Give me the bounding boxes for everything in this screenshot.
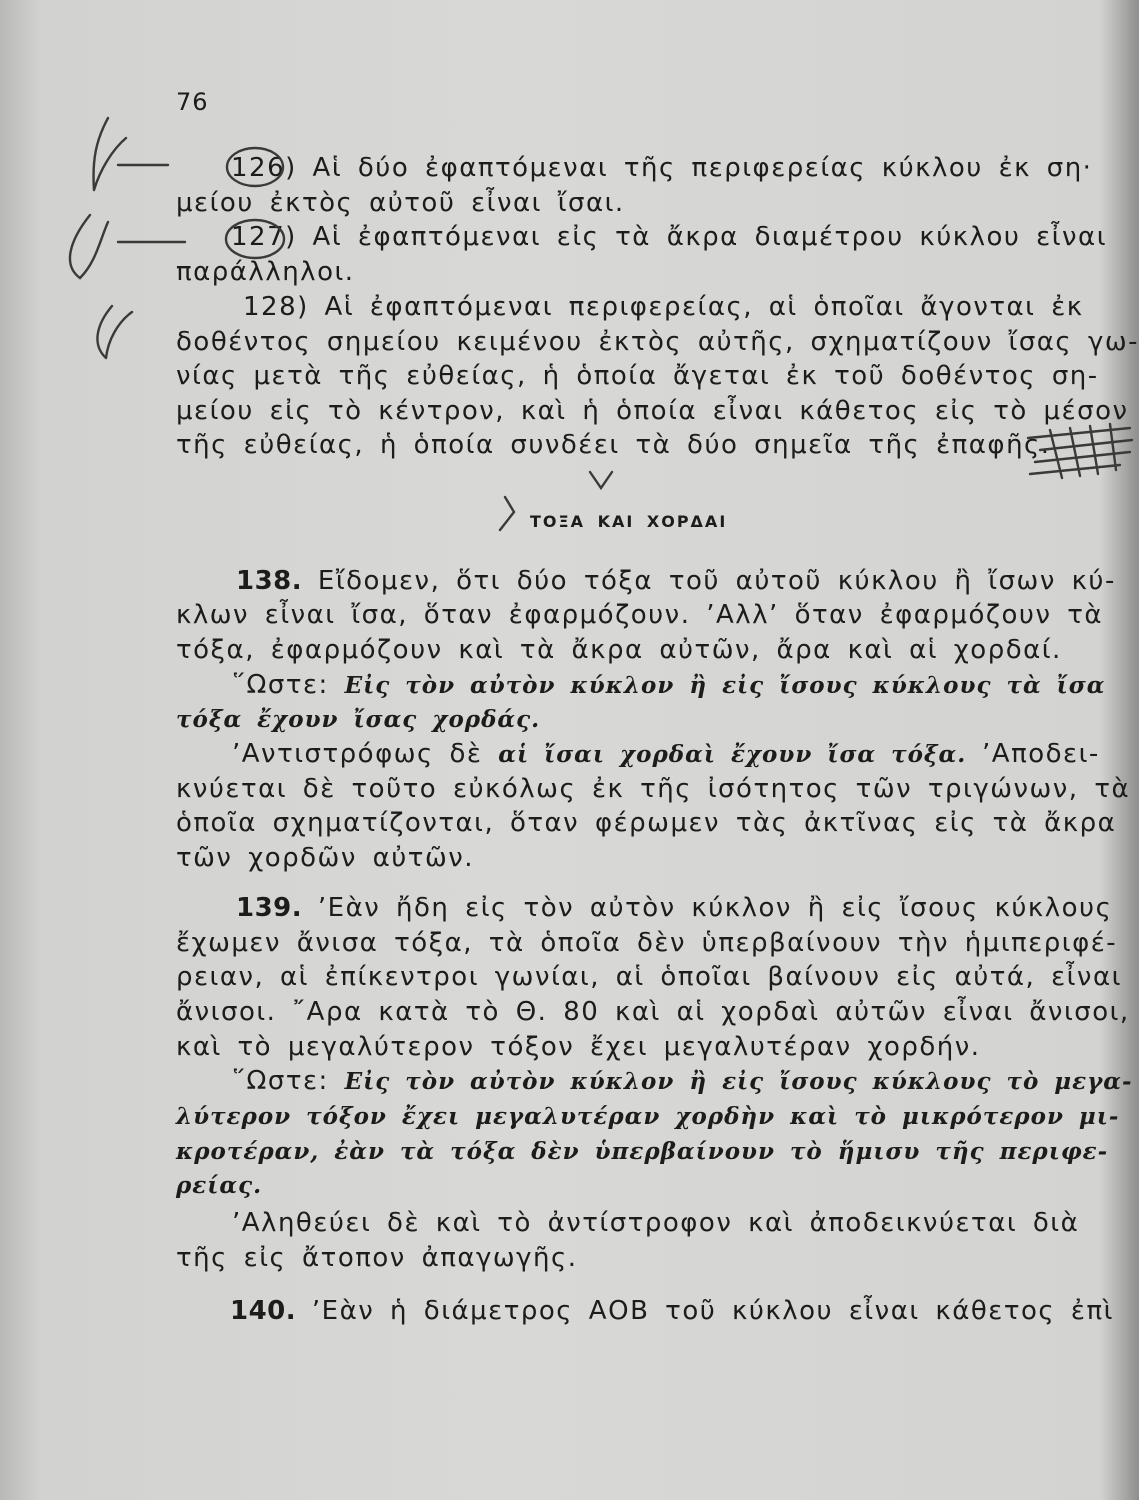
- converse-intro: ’Αντιστρόφως δὲ: [232, 739, 499, 769]
- paragraph-140-number: 140.: [230, 1296, 297, 1326]
- paragraph-139-number: 139.: [236, 893, 303, 923]
- rule-138-text-2: τόξα ἔχουν ἴσας χορδάς.: [176, 706, 541, 733]
- paragraph-139-rule-line-1: [232, 1066, 1133, 1097]
- exercise-126-line-2: μείου ἐκτὸς αὐτοῦ εἶναι ἴσαι.: [176, 188, 625, 218]
- bracket-mark-icon: [500, 497, 514, 530]
- exercise-127-number: 127): [231, 222, 297, 252]
- exercise-128-line-5: τῆς εὐθείας, ἡ ὁποία συνδέει τὰ δύο σημεῖα τῆς ἐπαφῆς.: [176, 430, 1051, 460]
- converse-rule: αἱ ἴσαι χορδαὶ ἔχουν ἴσα τόξα.: [498, 741, 967, 768]
- rule-138-text-1: Εἰς τὸν αὐτὸν κύκλον ἢ εἰς ἴσους κύκλους τὰ ἴσα: [344, 672, 1106, 699]
- exercise-128-line-4: μείου εἰς τὸ κέντρον, καὶ ἡ ὁποία εἶναι κάθετος εἰς τὸ μέσον: [176, 396, 1129, 426]
- exercise-127-line-2: παράλληλοι.: [176, 257, 355, 287]
- paragraph-138-line-8: ὁποῖα σχηματίζονται, ὅταν φέρωμεν τὰς ἀκτῖνας εἰς τὰ ἄκρα: [176, 808, 1117, 838]
- check-mark-icon: [70, 215, 185, 278]
- exercise-128-line-3: νίας μετὰ τῆς εὐθείας, ἡ ὁποία ἄγεται ἐκ τοῦ δοθέντος ση-: [176, 361, 1099, 391]
- paragraph-138-text: Εἴδομεν, ὅτι δύο τόξα τοῦ αὐτοῦ κύκλου ἢ ἴσων κύ-: [302, 566, 1116, 596]
- rule-139-text-3: κροτέραν, ἐὰν τὰ τόξα δὲν ὑπερβαίνουν τὸ ἥμισυ τῆς περιφε-: [176, 1138, 1109, 1165]
- exercise-126-number: 126): [231, 153, 297, 183]
- exercise-126-line-1: [231, 153, 1126, 183]
- paragraph-138-line-3: τόξα, ἐφαρμόζουν καὶ τὰ ἄκρα αὐτῶν, ἄρα καὶ αἱ χορδαί.: [176, 635, 1062, 665]
- paragraph-138-line-1: [236, 566, 1126, 596]
- paragraph-139-line-4: ἄνισοι. ῎Αρα κατὰ τὸ Θ. 80 καὶ αἱ χορδαὶ αὐτῶν εἶναι ἄνισοι,: [176, 997, 1130, 1027]
- paragraph-140-line-1: [230, 1296, 1126, 1326]
- paragraph-138-line-9: τῶν χορδῶν αὐτῶν.: [176, 843, 475, 873]
- exercise-127-text: Αἱ ἐφαπτόμεναι εἰς τὰ ἄκρα διαμέτρου κύκλου εἶναι: [312, 222, 1107, 252]
- paragraph-138-number: 138.: [236, 566, 303, 596]
- exercise-128-line-2: δοθέντος σημείου κειμένου ἐκτὸς αὐτῆς, σχηματίζουν ἴσας γω-: [176, 327, 1139, 357]
- exercise-128-line-1: 128) Αἱ ἐφαπτόμεναι περιφερείας, αἱ ὁποῖαι ἄγονται ἐκ: [243, 292, 1084, 322]
- check-mark-icon: [94, 118, 168, 190]
- paragraph-139-line-10: ’Αληθεύει δὲ καὶ τὸ ἀντίστροφον καὶ ἀποδεικνύεται διὰ: [232, 1208, 1080, 1238]
- paragraph-138-line-2: κλων εἶναι ἴσα, ὅταν ἐφαρμόζουν. ’Αλλ’ ὅταν ἐφαρμόζουν τὰ: [176, 600, 1104, 630]
- paragraph-139-rule-line-2: [176, 1101, 1126, 1132]
- converse-tail: ’Αποδει-: [966, 739, 1100, 769]
- hoste-label: ῞Ωστε:: [232, 670, 345, 700]
- paragraph-139-line-2: ἔχωμεν ἄνισα τόξα, τὰ ὁποῖα δὲν ὑπερβαίνουν τὴν ἡμιπεριφέ-: [176, 928, 1118, 958]
- paragraph-138-line-7: κνύεται δὲ τοῦτο εὐκόλως ἐκ τῆς ἰσότητος τῶν τριγώνων, τὰ: [176, 774, 1131, 804]
- paragraph-138-rule-line-1: [232, 670, 1126, 701]
- paragraph-139-line-5: καὶ τὸ μεγαλύτερον τόξον ἔχει μεγαλυτέραν χορδήν.: [176, 1032, 981, 1062]
- page-number: 76: [176, 88, 209, 116]
- paragraph-139-line-3: ρειαν, αἱ ἐπίκεντροι γωνίαι, αἱ ὁποῖαι βαίνουν εἰς αὐτά, εἶναι: [176, 962, 1122, 992]
- rule-139-text-1: Εἰς τὸν αὐτὸν κύκλον ἢ εἰς ἴσους κύκλους τὸ μεγα-: [344, 1068, 1133, 1095]
- paragraph-138-rule-line-2: [176, 704, 1126, 735]
- hoste-label: ῞Ωστε:: [232, 1066, 345, 1096]
- rule-139-text-4: ρείας.: [176, 1172, 263, 1199]
- check-mark-icon: [97, 306, 132, 358]
- paragraph-139-text: ’Εὰν ἤδη εἰς τὸν αὐτὸν κύκλον ἢ εἰς ἴσους κύκλους: [302, 893, 1113, 923]
- paragraph-139-rule-line-4: [176, 1170, 1126, 1201]
- paragraph-140-text: ’Εὰν ἡ διάμετρος ΑΟΒ τοῦ κύκλου εἶναι κάθετος ἐπὶ: [296, 1296, 1114, 1326]
- arrow-down-icon: [590, 472, 612, 488]
- exercise-126-text: Αἱ δύο ἐφαπτόμεναι τῆς περιφερείας κύκλου ἐκ ση·: [312, 153, 1093, 183]
- exercise-127-line-1: [231, 222, 1126, 252]
- paragraph-139-rule-line-3: [176, 1136, 1126, 1167]
- paragraph-139-line-1: [236, 893, 1126, 923]
- section-heading: ΤΟΞΑ ΚΑΙ ΧΟΡΔΑΙ: [530, 512, 728, 531]
- paragraph-138-converse-line: [232, 739, 1126, 770]
- paragraph-139-line-11: τῆς εἰς ἄτοπον ἀπαγωγῆς.: [176, 1243, 578, 1273]
- rule-139-text-2: λύτερον τόξον ἔχει μεγαλυτέραν χορδὴν καὶ τὸ μικρότερον μι-: [176, 1103, 1120, 1130]
